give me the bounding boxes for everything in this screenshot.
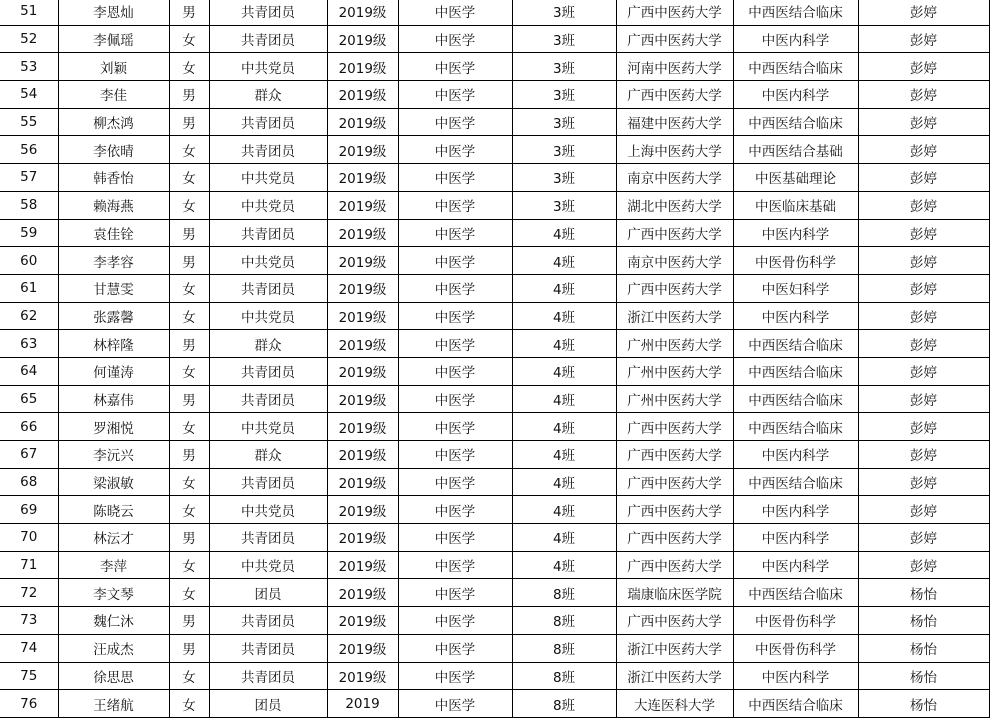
grade-cell[interactable]: 2019级 (327, 81, 398, 109)
row-number-cell[interactable]: 73 (0, 607, 58, 635)
row-number-cell[interactable]: 74 (0, 634, 58, 662)
major-cell[interactable]: 中医学 (398, 551, 512, 579)
major-cell[interactable]: 中医学 (398, 468, 512, 496)
gender-cell[interactable]: 女 (169, 357, 209, 385)
table-row (0, 385, 989, 413)
class-cell[interactable]: 4班 (512, 247, 616, 275)
grade-cell[interactable]: 2019级 (327, 524, 398, 552)
gender-cell[interactable]: 女 (169, 579, 209, 607)
advisor-cell[interactable]: 彭婷 (858, 385, 989, 413)
table-row (0, 191, 989, 219)
advisor-cell[interactable]: 彭婷 (858, 357, 989, 385)
table-row (0, 164, 989, 192)
political-status-cell[interactable]: 共青团员 (209, 25, 327, 53)
table-row (0, 690, 989, 718)
table-row (0, 302, 989, 330)
university-cell[interactable]: 大连医科大学 (616, 690, 733, 718)
class-cell[interactable]: 3班 (512, 136, 616, 164)
university-cell[interactable]: 浙江中医药大学 (616, 662, 733, 690)
political-status-cell[interactable]: 团员 (209, 690, 327, 718)
row-number-cell[interactable]: 59 (0, 219, 58, 247)
advisor-cell[interactable]: 彭婷 (858, 247, 989, 275)
grade-cell[interactable]: 2019级 (327, 441, 398, 469)
university-cell[interactable]: 广州中医药大学 (616, 330, 733, 358)
row-number-cell[interactable]: 64 (0, 357, 58, 385)
advisor-cell[interactable]: 彭婷 (858, 81, 989, 109)
table-row (0, 25, 989, 53)
grade-cell[interactable]: 2019级 (327, 385, 398, 413)
student-name-cell[interactable]: 汪成杰 (58, 634, 169, 662)
political-status-cell[interactable]: 共青团员 (209, 219, 327, 247)
student-name-cell[interactable]: 林嘉伟 (58, 385, 169, 413)
advisor-cell[interactable]: 彭婷 (858, 524, 989, 552)
major-cell[interactable]: 中医学 (398, 385, 512, 413)
class-cell[interactable]: 4班 (512, 274, 616, 302)
political-status-cell[interactable]: 群众 (209, 81, 327, 109)
table-row (0, 53, 989, 81)
gender-cell[interactable]: 男 (169, 330, 209, 358)
grade-cell[interactable]: 2019级 (327, 468, 398, 496)
grade-cell[interactable]: 2019级 (327, 357, 398, 385)
specialty-cell[interactable]: 中西医结合基础 (733, 136, 858, 164)
row-number-cell[interactable]: 53 (0, 53, 58, 81)
row-number-cell[interactable]: 55 (0, 108, 58, 136)
specialty-cell[interactable]: 中西医结合临床 (733, 0, 858, 25)
political-status-cell[interactable]: 共青团员 (209, 357, 327, 385)
student-name-cell[interactable]: 刘颖 (58, 53, 169, 81)
grade-cell[interactable]: 2019级 (327, 247, 398, 275)
grade-cell[interactable]: 2019级 (327, 496, 398, 524)
university-cell[interactable]: 广西中医药大学 (616, 496, 733, 524)
row-number-cell[interactable]: 72 (0, 579, 58, 607)
grade-cell[interactable]: 2019级 (327, 274, 398, 302)
table-row (0, 468, 989, 496)
university-cell[interactable]: 南京中医药大学 (616, 164, 733, 192)
class-cell[interactable]: 3班 (512, 191, 616, 219)
political-status-cell[interactable]: 共青团员 (209, 274, 327, 302)
gender-cell[interactable]: 女 (169, 191, 209, 219)
gender-cell[interactable]: 女 (169, 413, 209, 441)
major-cell[interactable]: 中医学 (398, 302, 512, 330)
class-cell[interactable]: 3班 (512, 25, 616, 53)
table-row (0, 108, 989, 136)
table-row (0, 136, 989, 164)
grade-cell[interactable]: 2019 (327, 690, 398, 718)
major-cell[interactable]: 中医学 (398, 219, 512, 247)
political-status-cell[interactable]: 中共党员 (209, 496, 327, 524)
political-status-cell[interactable]: 共青团员 (209, 385, 327, 413)
gender-cell[interactable]: 男 (169, 524, 209, 552)
gender-cell[interactable]: 男 (169, 108, 209, 136)
table-row (0, 579, 989, 607)
advisor-cell[interactable]: 彭婷 (858, 330, 989, 358)
table-row (0, 413, 989, 441)
row-number-cell[interactable]: 67 (0, 441, 58, 469)
student-name-cell[interactable]: 李沅兴 (58, 441, 169, 469)
table-row (0, 357, 989, 385)
advisor-cell[interactable]: 杨怡 (858, 607, 989, 635)
row-number-cell[interactable]: 52 (0, 25, 58, 53)
political-status-cell[interactable]: 共青团员 (209, 607, 327, 635)
advisor-cell[interactable]: 彭婷 (858, 108, 989, 136)
table-row (0, 496, 989, 524)
specialty-cell[interactable]: 中西医结合临床 (733, 579, 858, 607)
gender-cell[interactable]: 女 (169, 496, 209, 524)
table-row (0, 247, 989, 275)
advisor-cell[interactable]: 彭婷 (858, 274, 989, 302)
university-cell[interactable]: 广西中医药大学 (616, 0, 733, 25)
student-name-cell[interactable]: 林沄才 (58, 524, 169, 552)
class-cell[interactable]: 8班 (512, 662, 616, 690)
class-cell[interactable]: 3班 (512, 108, 616, 136)
table-row (0, 662, 989, 690)
specialty-cell[interactable]: 中医妇科学 (733, 274, 858, 302)
advisor-cell[interactable]: 杨怡 (858, 690, 989, 718)
grade-cell[interactable]: 2019级 (327, 164, 398, 192)
gender-cell[interactable]: 男 (169, 81, 209, 109)
university-cell[interactable]: 广州中医药大学 (616, 385, 733, 413)
student-name-cell[interactable]: 梁淑敏 (58, 468, 169, 496)
political-status-cell[interactable]: 团员 (209, 579, 327, 607)
advisor-cell[interactable]: 彭婷 (858, 191, 989, 219)
major-cell[interactable]: 中医学 (398, 164, 512, 192)
major-cell[interactable]: 中医学 (398, 413, 512, 441)
specialty-cell[interactable]: 中西医结合临床 (733, 330, 858, 358)
advisor-cell[interactable]: 彭婷 (858, 302, 989, 330)
table-row (0, 0, 989, 25)
specialty-cell[interactable]: 中西医结合临床 (733, 468, 858, 496)
grade-cell[interactable]: 2019级 (327, 579, 398, 607)
row-number-cell[interactable]: 65 (0, 385, 58, 413)
gender-cell[interactable]: 女 (169, 164, 209, 192)
grade-cell[interactable]: 2019级 (327, 25, 398, 53)
university-cell[interactable]: 广西中医药大学 (616, 441, 733, 469)
class-cell[interactable]: 4班 (512, 357, 616, 385)
political-status-cell[interactable]: 中共党员 (209, 551, 327, 579)
university-cell[interactable]: 湖北中医药大学 (616, 191, 733, 219)
row-number-cell[interactable]: 57 (0, 164, 58, 192)
table-row (0, 551, 989, 579)
university-cell[interactable]: 广西中医药大学 (616, 413, 733, 441)
advisor-cell[interactable]: 彭婷 (858, 164, 989, 192)
major-cell[interactable]: 中医学 (398, 662, 512, 690)
major-cell[interactable]: 中医学 (398, 524, 512, 552)
specialty-cell[interactable]: 中医基础理论 (733, 164, 858, 192)
political-status-cell[interactable]: 中共党员 (209, 413, 327, 441)
class-cell[interactable]: 8班 (512, 579, 616, 607)
university-cell[interactable]: 广州中医药大学 (616, 357, 733, 385)
gender-cell[interactable]: 女 (169, 136, 209, 164)
major-cell[interactable]: 中医学 (398, 136, 512, 164)
student-name-cell[interactable]: 韩香怡 (58, 164, 169, 192)
university-cell[interactable]: 广西中医药大学 (616, 468, 733, 496)
class-cell[interactable]: 8班 (512, 690, 616, 718)
university-cell[interactable]: 福建中医药大学 (616, 108, 733, 136)
gender-cell[interactable]: 男 (169, 385, 209, 413)
grade-cell[interactable]: 2019级 (327, 330, 398, 358)
class-cell[interactable]: 4班 (512, 219, 616, 247)
gender-cell[interactable]: 男 (169, 0, 209, 25)
row-number-cell[interactable]: 61 (0, 274, 58, 302)
major-cell[interactable]: 中医学 (398, 441, 512, 469)
grade-cell[interactable]: 2019级 (327, 302, 398, 330)
specialty-cell[interactable]: 中西医结合临床 (733, 53, 858, 81)
advisor-cell[interactable]: 彭婷 (858, 0, 989, 25)
political-status-cell[interactable]: 共青团员 (209, 108, 327, 136)
row-number-cell[interactable]: 56 (0, 136, 58, 164)
row-number-cell[interactable]: 60 (0, 247, 58, 275)
table-row (0, 607, 989, 635)
political-status-cell[interactable]: 中共党员 (209, 164, 327, 192)
major-cell[interactable]: 中医学 (398, 81, 512, 109)
university-cell[interactable]: 广西中医药大学 (616, 219, 733, 247)
major-cell[interactable]: 中医学 (398, 634, 512, 662)
table-row (0, 274, 989, 302)
specialty-cell[interactable]: 中医内科学 (733, 496, 858, 524)
gender-cell[interactable]: 女 (169, 468, 209, 496)
student-name-cell[interactable]: 王绪航 (58, 690, 169, 718)
specialty-cell[interactable]: 中西医结合临床 (733, 413, 858, 441)
university-cell[interactable]: 浙江中医药大学 (616, 302, 733, 330)
student-name-cell[interactable]: 李恩灿 (58, 0, 169, 25)
class-cell[interactable]: 4班 (512, 330, 616, 358)
row-number-cell[interactable]: 68 (0, 468, 58, 496)
specialty-cell[interactable]: 中医内科学 (733, 524, 858, 552)
specialty-cell[interactable]: 中医骨伤科学 (733, 607, 858, 635)
grade-cell[interactable]: 2019级 (327, 413, 398, 441)
grade-cell[interactable]: 2019级 (327, 108, 398, 136)
specialty-cell[interactable]: 中医内科学 (733, 25, 858, 53)
university-cell[interactable]: 广西中医药大学 (616, 524, 733, 552)
student-name-cell[interactable]: 林梓隆 (58, 330, 169, 358)
gender-cell[interactable]: 男 (169, 219, 209, 247)
specialty-cell[interactable]: 中西医结合临床 (733, 357, 858, 385)
grade-cell[interactable]: 2019级 (327, 53, 398, 81)
gender-cell[interactable]: 女 (169, 274, 209, 302)
major-cell[interactable]: 中医学 (398, 690, 512, 718)
student-name-cell[interactable]: 徐思思 (58, 662, 169, 690)
political-status-cell[interactable]: 共青团员 (209, 0, 327, 25)
gender-cell[interactable]: 女 (169, 302, 209, 330)
specialty-cell[interactable]: 中医内科学 (733, 551, 858, 579)
political-status-cell[interactable]: 共青团员 (209, 468, 327, 496)
political-status-cell[interactable]: 中共党员 (209, 247, 327, 275)
table-row (0, 219, 989, 247)
specialty-cell[interactable]: 中医内科学 (733, 219, 858, 247)
class-cell[interactable]: 4班 (512, 441, 616, 469)
table-row (0, 81, 989, 109)
political-status-cell[interactable]: 共青团员 (209, 524, 327, 552)
row-number-cell[interactable]: 54 (0, 81, 58, 109)
class-cell[interactable]: 3班 (512, 53, 616, 81)
major-cell[interactable]: 中医学 (398, 247, 512, 275)
grade-cell[interactable]: 2019级 (327, 191, 398, 219)
major-cell[interactable]: 中医学 (398, 579, 512, 607)
political-status-cell[interactable]: 群众 (209, 330, 327, 358)
advisor-cell[interactable]: 彭婷 (858, 136, 989, 164)
specialty-cell[interactable]: 中西医结合临床 (733, 385, 858, 413)
table-row (0, 330, 989, 358)
row-number-cell[interactable]: 62 (0, 302, 58, 330)
major-cell[interactable]: 中医学 (398, 607, 512, 635)
specialty-cell[interactable]: 中医内科学 (733, 81, 858, 109)
student-name-cell[interactable]: 李依晴 (58, 136, 169, 164)
grade-cell[interactable]: 2019级 (327, 0, 398, 25)
student-name-cell[interactable]: 张露馨 (58, 302, 169, 330)
grade-cell[interactable]: 2019级 (327, 662, 398, 690)
university-cell[interactable]: 广西中医药大学 (616, 81, 733, 109)
advisor-cell[interactable]: 杨怡 (858, 579, 989, 607)
gender-cell[interactable]: 男 (169, 247, 209, 275)
specialty-cell[interactable]: 中医骨伤科学 (733, 634, 858, 662)
major-cell[interactable]: 中医学 (398, 357, 512, 385)
gender-cell[interactable]: 女 (169, 53, 209, 81)
major-cell[interactable]: 中医学 (398, 496, 512, 524)
specialty-cell[interactable]: 中西医结合临床 (733, 690, 858, 718)
student-name-cell[interactable]: 李萍 (58, 551, 169, 579)
student-name-cell[interactable]: 柳杰鸿 (58, 108, 169, 136)
specialty-cell[interactable]: 中西医结合临床 (733, 108, 858, 136)
student-name-cell[interactable]: 袁佳铨 (58, 219, 169, 247)
class-cell[interactable]: 3班 (512, 81, 616, 109)
student-name-cell[interactable]: 陈晓云 (58, 496, 169, 524)
gender-cell[interactable]: 女 (169, 551, 209, 579)
row-number-cell[interactable]: 71 (0, 551, 58, 579)
university-cell[interactable]: 河南中医药大学 (616, 53, 733, 81)
major-cell[interactable]: 中医学 (398, 25, 512, 53)
student-name-cell[interactable]: 李佳 (58, 81, 169, 109)
political-status-cell[interactable]: 共青团员 (209, 634, 327, 662)
gender-cell[interactable]: 女 (169, 25, 209, 53)
student-name-cell[interactable]: 魏仁沐 (58, 607, 169, 635)
specialty-cell[interactable]: 中医骨伤科学 (733, 247, 858, 275)
university-cell[interactable]: 瑞康临床医学院 (616, 579, 733, 607)
political-status-cell[interactable]: 中共党员 (209, 191, 327, 219)
advisor-cell[interactable]: 杨怡 (858, 634, 989, 662)
table-row (0, 441, 989, 469)
advisor-cell[interactable]: 彭婷 (858, 468, 989, 496)
university-cell[interactable]: 南京中医药大学 (616, 247, 733, 275)
grade-cell[interactable]: 2019级 (327, 607, 398, 635)
class-cell[interactable]: 4班 (512, 302, 616, 330)
student-name-cell[interactable]: 甘慧雯 (58, 274, 169, 302)
specialty-cell[interactable]: 中医临床基础 (733, 191, 858, 219)
class-cell[interactable]: 8班 (512, 607, 616, 635)
class-cell[interactable]: 4班 (512, 468, 616, 496)
advisor-cell[interactable]: 彭婷 (858, 413, 989, 441)
major-cell[interactable]: 中医学 (398, 330, 512, 358)
advisor-cell[interactable]: 彭婷 (858, 219, 989, 247)
gender-cell[interactable]: 男 (169, 634, 209, 662)
row-number-cell[interactable]: 69 (0, 496, 58, 524)
advisor-cell[interactable]: 彭婷 (858, 441, 989, 469)
political-status-cell[interactable]: 中共党员 (209, 53, 327, 81)
gender-cell[interactable]: 女 (169, 662, 209, 690)
advisor-cell[interactable]: 彭婷 (858, 496, 989, 524)
row-number-cell[interactable]: 66 (0, 413, 58, 441)
political-status-cell[interactable]: 共青团员 (209, 662, 327, 690)
student-name-cell[interactable]: 何谨涛 (58, 357, 169, 385)
university-cell[interactable]: 浙江中医药大学 (616, 634, 733, 662)
political-status-cell[interactable]: 群众 (209, 441, 327, 469)
grade-cell[interactable]: 2019级 (327, 136, 398, 164)
political-status-cell[interactable]: 中共党员 (209, 302, 327, 330)
row-number-cell[interactable]: 70 (0, 524, 58, 552)
class-cell[interactable]: 3班 (512, 0, 616, 25)
university-cell[interactable]: 广西中医药大学 (616, 551, 733, 579)
class-cell[interactable]: 4班 (512, 413, 616, 441)
row-number-cell[interactable]: 58 (0, 191, 58, 219)
political-status-cell[interactable]: 共青团员 (209, 136, 327, 164)
student-name-cell[interactable]: 李孝容 (58, 247, 169, 275)
advisor-cell[interactable]: 彭婷 (858, 551, 989, 579)
row-number-cell[interactable]: 63 (0, 330, 58, 358)
class-cell[interactable]: 4班 (512, 385, 616, 413)
university-cell[interactable]: 广西中医药大学 (616, 25, 733, 53)
gender-cell[interactable]: 男 (169, 607, 209, 635)
grade-cell[interactable]: 2019级 (327, 551, 398, 579)
row-number-cell[interactable]: 76 (0, 690, 58, 718)
row-number-cell[interactable]: 75 (0, 662, 58, 690)
grade-cell[interactable]: 2019级 (327, 219, 398, 247)
university-cell[interactable]: 广西中医药大学 (616, 607, 733, 635)
gender-cell[interactable]: 女 (169, 690, 209, 718)
specialty-cell[interactable]: 中医内科学 (733, 441, 858, 469)
class-cell[interactable]: 8班 (512, 634, 616, 662)
table-row (0, 634, 989, 662)
student-name-cell[interactable]: 李佩瑶 (58, 25, 169, 53)
major-cell[interactable]: 中医学 (398, 191, 512, 219)
specialty-cell[interactable]: 中医内科学 (733, 302, 858, 330)
student-name-cell[interactable]: 赖海燕 (58, 191, 169, 219)
advisor-cell[interactable]: 杨怡 (858, 662, 989, 690)
university-cell[interactable]: 上海中医药大学 (616, 136, 733, 164)
class-cell[interactable]: 4班 (512, 551, 616, 579)
gender-cell[interactable]: 男 (169, 441, 209, 469)
student-name-cell[interactable]: 李文琴 (58, 579, 169, 607)
table-row (0, 524, 989, 552)
major-cell[interactable]: 中医学 (398, 0, 512, 25)
student-name-cell[interactable]: 罗湘悦 (58, 413, 169, 441)
class-cell[interactable]: 4班 (512, 496, 616, 524)
advisor-cell[interactable]: 彭婷 (858, 53, 989, 81)
specialty-cell[interactable]: 中医内科学 (733, 662, 858, 690)
row-number-cell[interactable]: 51 (0, 0, 58, 25)
university-cell[interactable]: 广西中医药大学 (616, 274, 733, 302)
class-cell[interactable]: 3班 (512, 164, 616, 192)
grade-cell[interactable]: 2019级 (327, 634, 398, 662)
class-cell[interactable]: 4班 (512, 524, 616, 552)
major-cell[interactable]: 中医学 (398, 274, 512, 302)
major-cell[interactable]: 中医学 (398, 108, 512, 136)
major-cell[interactable]: 中医学 (398, 53, 512, 81)
advisor-cell[interactable]: 彭婷 (858, 25, 989, 53)
